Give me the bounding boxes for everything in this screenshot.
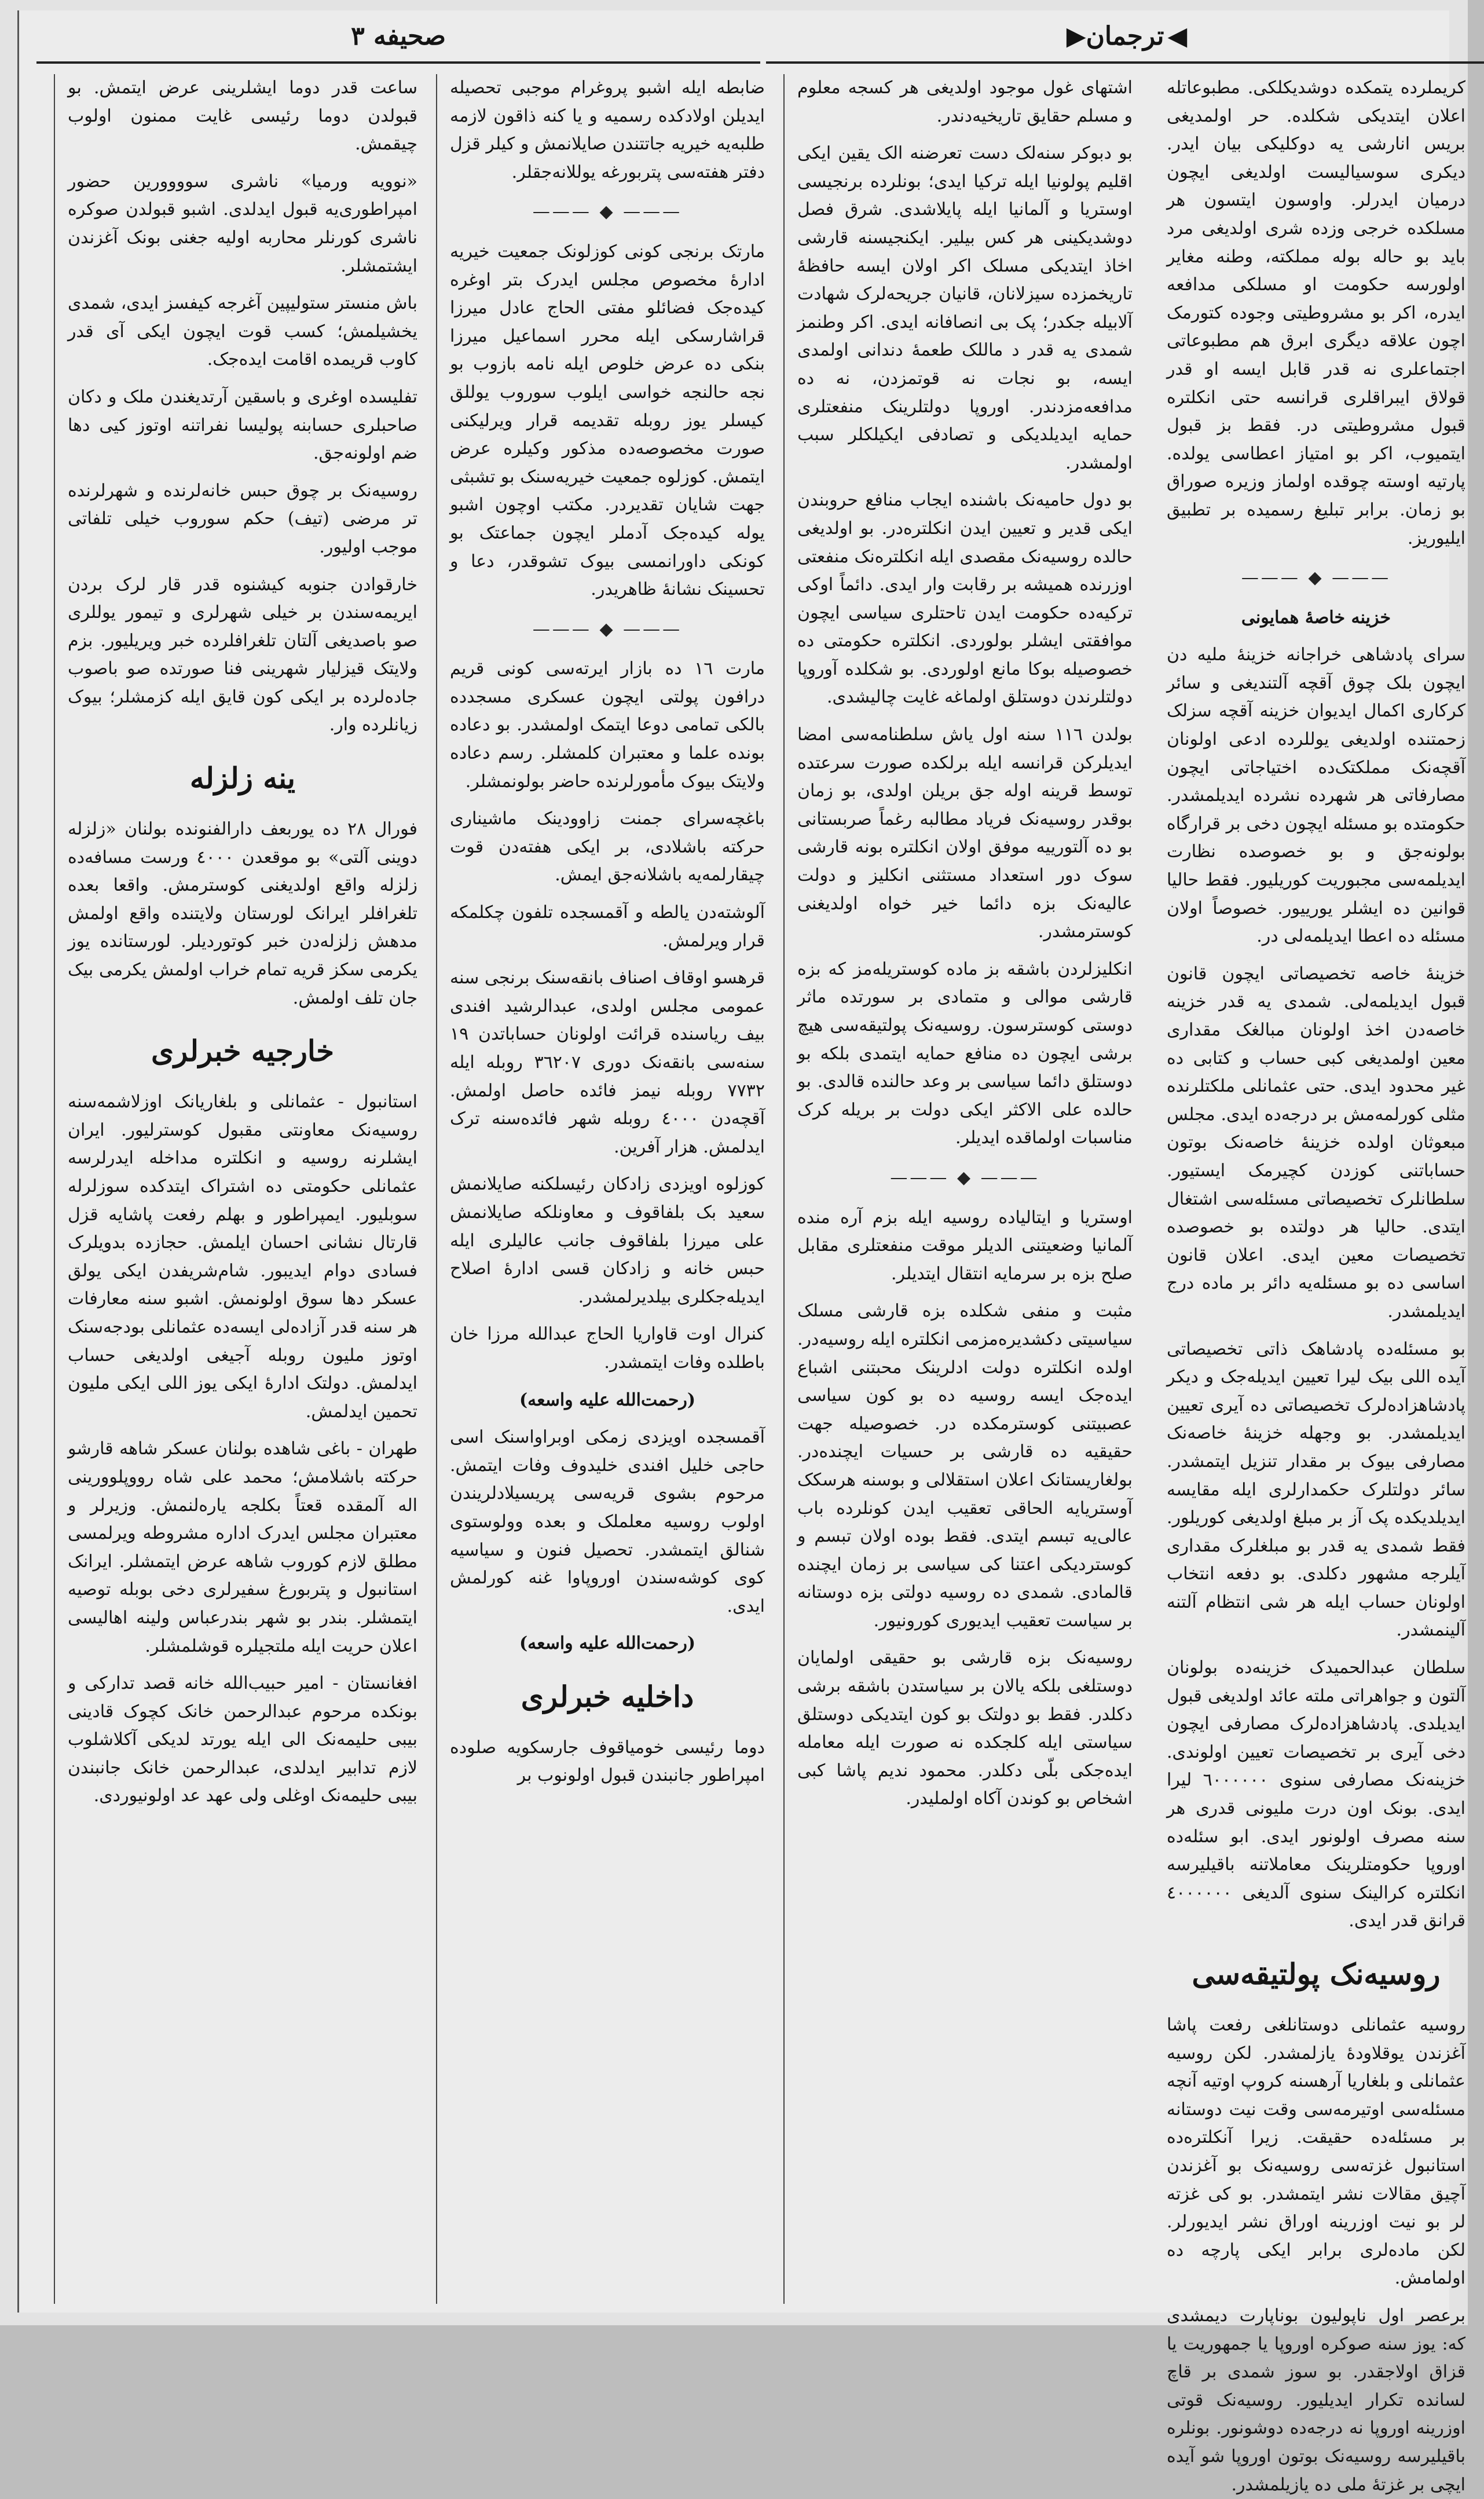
newspaper-title: ترجمان xyxy=(1086,21,1164,51)
section-title: روسیه‌نک پولتیقه‌سی xyxy=(1192,1957,1441,1991)
news-item: کنرال اوت قاواریا الحاج عبدالله مرزا خان باطلده وفات ایتمشدر. xyxy=(450,1324,765,1373)
article-paragraph: روسیه‌نک بزه قارشی بو حقیقی اولمایان دوستلغی بلکه یالان بر سیاستدن باشقه برشی دکلدر. فقط بو دولتک بو کون ایتدیکی دوستلق سیاستی ایله کلجکده نه صورت ایله معامله ایده‌جکی بلّی دکلدر. محمود ندیم پاشا کبی اشخاص بو کوندن آکاه اولملیدر. xyxy=(797,1648,1133,1809)
section-heading: خزینه خاصهٔ همایونی xyxy=(1241,607,1391,628)
ornament-icon: ◀ xyxy=(1167,21,1188,51)
section-divider: ——— ◆ ——— xyxy=(1241,568,1391,588)
news-item: مارت ١٦ ده بازار ایرته‌سی کونی قریم درافون پولتی ایچون عسکری مسجدده بالکی تمامی دوعا ایتمک اولمشدر. بو دعاده بونده علما و معتبران کلمشلر. رسم دعاده ولایتک بیوک مأمورلرنده حاضر بولونمشلر. xyxy=(450,658,765,792)
page-header-right xyxy=(766,10,1484,64)
news-item: خارقوادن جنوبه کیشنوه قدر قار لرک بردن ایریمه‌سندن بر خیلی شهرلری و تیمور یوللری صو باصدیغی آلتان تلغرافلرده خبر ویریلیور. بزم ولایتک قیزلیار شهرینی فنا صورتده صو باصوب جاده‌لرده بر ایکی کون قایق ایله کزمشلر؛ بیوک زیانلرده وار. xyxy=(68,574,417,736)
article-paragraph: روسیه عثمانلی دوستانلغی رفعت پاشا آغزندن یوقلاودهٔ یازلمشدر. لکن روسیه عثمانلی و بلغاریا آرهسنه کروپ اوتیه آنچه مسئله‌سی اوتیرمه‌سی وقت نیت دوستانه بر مسئله‌ده حقیقت. زیرا آنکلتره‌ده استانبول غزته‌سی روسیه‌نک بو آغزندن آچیق مقالات نشر ایتمشدر. بو کی غزته لر بو نیت اوزرینه اوراق نشر ایدیورلر. لکن ماده‌لری برابر ایکی پارچه ده اولمامش. xyxy=(1167,2015,1465,2289)
article-paragraph: بولدن ١١٦ سنه اول یاش سلطنامه‌سی امضا ایدیلرکن قرانسه ایله برلکده صورت سرعتده توسط قرینه اوله جق بریلن اولدی، بو زمان بوقدر روسیه‌نک فریاد مطالبه رغماً صربستانی بو ده آلتورییه موفق اولان انکلتره بونه قارشی سوک دور استعداد مستثنی انکلیز و دولت عالیه‌نک بزه دائما خیر خواه اولدیغنی کوسترمشدر. xyxy=(797,725,1133,942)
ornament-icon: ▶ xyxy=(1066,21,1086,51)
news-item: باش منستر ستولیپین آغرجه کیفسز ایدی، شمدی یخشیلمش؛ کسب قوت ایچون ایکی آی قدر کاوب قریمده اقامت ایده‌جک. xyxy=(68,293,417,370)
prayer-line: (رحمت‌الله علیه واسعه) xyxy=(519,1389,696,1410)
news-item: افغانستان - امیر حبیب‌الله خانه قصد تدارکی و بونکده مرحوم عبدالرحمن خانک کچوک قادینی بیبی حلیمه‌نک الی ایله یورتد لدیکی آکلاشلوب لازم تدابیر ایدلدی، عبدالرحمن خانک جانبندن بیبی حلیمه‌نک اوغلی ولی عهد عد اولونیوردی. xyxy=(68,1673,417,1806)
article-paragraph: بو دول حامیه‌نک باشنده ایجاب منافع حروبندن ایکی قدیر و تعیین ایدن انکلتره‌در. بو اولدیغی حالده روسیه‌نک مقصدی ایله انکلتره‌نک منفعتی اوزرنده همیشه بر رقابت وار ایدی. دائماً اوکی ترکیه‌ده حکومت ایدن تاحتلری سیاسی ایچون موافقتی ایشلر بولوردی. انکلتره حکومتی ده خصوصیله بوکا مانع اولوردی. بو شکلده آوروپا دولتلرندن دوستلق اولماغه غایت چالیشدی. xyxy=(797,490,1133,708)
column-2 xyxy=(783,74,1145,2304)
news-item: دوما رئیسی خومیاقوف جارسکویه صلوده امپراطور جانبندن قبول اولونوب بر xyxy=(450,1737,765,1786)
article-paragraph: خزینهٔ خاصه تخصیصاتی ایچون قانون قبول ایدیلمه‌لی. شمدی یه قدر خزینه خاصه‌دن اخذ اولونان مبالغک مقداری معین اولمدیغی کبی حساب و کتابی ده غیر محدود ایدی. حتی عثمانلی ملکتلرنده مثلی کورلمه‌مش بر درجه‌ده ایدی. مجلس مبعوثان اولده خزینهٔ خاصه‌نک بوتون حساباتنی کوزدن کچیرمک ایستیور. سلطانلرک تخصیصاتی مسئله‌سی اشتغال ایتدی. حالیا هر دولتده بو خصوصده تخصیصات معین ایدی. اعلان قانون اساسی ده بو مسئله‌یه دائر بر ماده درج ایدیلمشدر. xyxy=(1167,963,1465,1322)
prayer-line: (رحمت‌الله علیه واسعه) xyxy=(519,1633,696,1654)
article-paragraph: اشتهای غول موجود اولدیغی هر کسجه معلوم و مسلم حقایق تاریخیه‌دندر. xyxy=(797,78,1133,126)
news-item: قرهسو اوقاف اصناف بانقه‌سنک برنجی سنه عمومی مجلس اولدی، عبدالرشید افندی بیف رياسنده قرائت اولونان حساباتدن ١٩ سنه‌سی بانقه‌نک دوری ٣٦٢٠٧ روبله ایله ٧٧٣٢ روبله نیمز فائده حاصل اولمش. آقچه‌دن ٤٠٠٠ روبله شهر فائده‌سنه ترک ایدلمش. هزار آفرین. xyxy=(450,968,765,1157)
section-divider: ——— ◆ ——— xyxy=(532,202,683,222)
news-item: طهران - باغی شاهده بولنان عسکر شاهه قارشو حرکته باشلامش؛ محمد علی شاه رووپلوورینی اله آلمقده قعتاً بکلجه یاره‌لنمش. وزیرلر و معتبران مجلس ایدرک اداره مشروطه ویرلمسی مطلق لازم کوروب شاهه عرض ایتمشلر. ایرانک استانبول و پتربورغ سفیرلری دخی بوبله توصیه ایتمشلر. بندر بو شهر بندرعباس ولینه اهالیسی اعلان حریت ایله ملتجیلره قوشلمشلر. xyxy=(68,1439,417,1656)
article-paragraph: کریملرده یتمکده دوشدیکلکی. مطبوعاتله اعلان ایتدیکی شکلده. حر اولمدیغی بریس انارشی یه دوکلیکی بیان ایدر. دیکری سوسیالیست اولدیغی ایچون درمیان ایدرلر. واوسون ایتسون هر مسلکده خرجی وزده شری اولدیغی مرد باید بو حاله بوله مملکته، وطنه مغایر اولورسه حکومت او مسلکی مدافعه ایدره، اکر بو مشروطیتی وجوده کتورمک اچون علاقه دیگری ابرق هم مطبوعاتی اجتماعلری نه قدر قابل ایسه او قدر قولاق ایبراقلری قرانسه حتی انکلتره قبول مشروطیتی در. فقط بز قبول ایتمیوب، اکر بو امتیاز اعطاسی یولده. پارتیه اوسته چوقده اولماز وزیره صوراق بو زمان. برابر تبلیغ رسمیده بر تطبیق ایلیوریز. xyxy=(1167,78,1465,548)
article-paragraph: اوستریا و ایتالیاده روسیه ایله بزم آره منده آلمانیا وضعیتنی الدیلر موقت منفعتلری مقابل صلح بزه بر سرمایه انتقال ایتدیلر. xyxy=(797,1207,1133,1284)
news-item: باغچه‌سرای جمنت زاوودینک ماشیناری حرکته باشلادی، بر ایکی هفته‌دن قوت چیقارلمه‌یه باشلانه‌جق ایمش. xyxy=(450,808,765,886)
article-paragraph: سرای پادشاهی خراجانه خزینهٔ ملیه دن ایچون بلک چوق آقچه آلتندیغی و سائر کرکاری اکمال ایدیوان خزینه آقچه سزلک زحمتنده اولدیغی یوللرده ادعی اولونان آقچه‌نک مملکتک‌ده اختیاجاتی ایچون مصارفاتی هر شهرده نشرده ایدیلمشدر. حکومتده بو مسئله ایچون دخی بر قرارگاه بولونه‌جق و بو خصوصده نظارت ایدیلمه‌سی مجبوریت کوریلیور. فقط حالیا قوانین ده ایشلر یورییور. خصوصاً اولان مسئله ده اعطا ایدیلمه‌لی در. xyxy=(1167,645,1465,947)
section-title: ینه زلزله xyxy=(189,761,296,796)
article-paragraph: برعصر اول ناپولیون بوناپارت دیمشدی که: یوز سنه صوکره اوروپا یا جمهوریت یا قزاق اولاجقدر. بو سوز شمدی بر قاچ لسانده تکرار ایدیلیور. روسیه‌نک قوتی اوزرینه اوروپا نه درجه‌ده دوشونور. بونلره باقیلیرسه روسیه‌نک بوتون اوروپا شو آیده ایچی بر غزتهٔ ملی ده یازیلمشدر. xyxy=(1167,2305,1465,2495)
newspaper-sheet xyxy=(17,10,1465,2495)
news-item: کوزلوه اویزدی زادکان رئیسلکنه صایلانمش سعید بک بلفاقوف و معاونلکه صایلانمش علی میرزا بلفاقوف جانب عالیلری ایله حبس خانه و زادکان قسی ادارهٔ اصلاح ایدیله‌جکلری بیلدیرلمشدر. xyxy=(450,1174,765,1307)
page-header-left xyxy=(36,10,760,64)
article-paragraph: بو دبوکر سنه‌لک دست تعرضنه الک یقین ایکی اقلیم پولونیا ایله ترکیا ایدی؛ بونلرده برنجیسی اوستریا و آلمانیا ایله پایلاشدی. شرق فصل دوشدیکینی هر کس بیلیر. ایکنجیسنه قارشی اخاذ ایتدیکی مسلک اکر اولان ایسه حافظهٔ تاریخمزده سیزلانان، قانیان جریحه‌لرک شهادت آلابیله جکدر؛ پک بی انصافانه ایدی. اکر وطنمز شمدی یه قدر د ماللک طعمهٔ دندانی اولمدی ایسه، بو نجات نه قوتمزدن، نه ده مدافعه‌مزدندر. اوروپا دولتلرینک منفعتلری حمایه ایدیلدیکی و تصادفی ایکیلکلر سبب اولمشدر. xyxy=(797,143,1133,473)
section-divider: ——— ◆ ——— xyxy=(890,1167,1040,1188)
news-item: تفلیسده اوغری و باسقین آرتدیغندن ملک و دکان صاحبلری حسابنه پولیسا نفراتنه اوتوز کیی دها ضم اولونه‌جق. xyxy=(68,386,417,464)
section-title: داخلیه خبرلری xyxy=(521,1679,694,1714)
article-paragraph: بو مسئله‌ده پادشاهک ذاتی تخصیصاتی آیده اللی بیک لیرا تعیین ایدیله‌جک و دیکر پادشاهزاده‌لرک تخصیصاتی ده آیری تعیین ایدیلمشدر. بو وجهله خزینهٔ خاصه‌نک مصارفی بیوک بر مقدار تنزیل ایتمشدر. سائر دولتلرک حکمدارلری ایله مقایسه ایدیلدیکده پک آز بر مبلغ اولدیغی کوریلور. فقط شمدی یه قدر بو مبلغلرک مقداری آیلرجه مشهور دکلدی. بو دفعه انتخاب اولونان حساب ایله هر شی انتظام آلتنه آلینمشدر. xyxy=(1167,1338,1465,1641)
article-paragraph: سلطان عبدالحمیدک خزینه‌ده بولونان آلتون و جواهراتی ملته عائد اولدیغی قبول ایدیلدی. پادشاهزاده‌لرک مصارفی ایچون دخی آیری بر تخصیصات تعیین اولوندی. خزینه‌نک مصارفی سنوی ٦٠٠٠٠٠٠ لیرا ایدی. بونک اون درت ملیونی قدری هر سنه مصرف اولونور ایدی. ابو سئله‌ده اوروپا حکومتلرینک معاملاتنه باقیلیرسه انکلتره کرالینک سنوی آلدیغی ٤٠٠٠٠٠٠ قرانق قدر ایدی. xyxy=(1167,1658,1465,1931)
news-item: روسیه‌نک بر چوق حبس خانه‌لرنده و شهرلرنده تر مرضی (تیف) حکم سوروب خیلی تلفاتی موجب اولیور. xyxy=(68,480,417,557)
column-3 xyxy=(436,74,778,2304)
section-title: خارجیه خبرلری xyxy=(151,1034,335,1069)
article-paragraph: ضابطه ایله اشبو پروغرام موجبی تحصیله ایدیلن اولادکده رسمیه و یا کنه ذاقون لازمه طلبه‌یه خیریه جاتتندن صایلانمش و کیلر قزل دفتر هفته‌سی پتربورغه یوللانه‌جقلر. xyxy=(450,78,765,182)
section-divider: ——— ◆ ——— xyxy=(532,619,683,639)
news-item: استانبول - عثمانلی و بلغاریانک اوزلاشمه‌سنه روسیه‌نک معاونتی مقبول کوسترلیور. ایران ایشلرنه روسیه و انکلتره مداخله ایدرلرسه عثمانلی حکومتی ده اشتراک ایتدکده سوزلرله سوبلیور. ایمپراطور و بهلم رفعت پاشایه قزل قارتال نشانی احسان ایلمش. حجازده بدویلرک فسادی دوام ایدیبور. شام‌شریفدن ایکی یولق عسکر دها سوق اولونمش. اشبو سنه معارفات هر سنه قدر آزاده‌لی ایسه‌ده عثمانلی بودجه‌سنک اوتوز ملیون روبله آجیغی اولدیغی حساب ایدلمش. دولتک ادارهٔ ایکی یوز اللی ایکی ملیون تحمین ایدلمش. xyxy=(68,1092,417,1422)
news-item: آقمسجده اویزدی زمکی اوبراواسنک اسی حاجی خلیل افندی خلیدوف وفات ایتمش. مرحوم بشوی قریه‌سی پریسیلادلریندن اولوب روسیه معلملک و بعده وولوستوی شنالق ایتمشدر. تحصیل فنون و سیاسیه کوی کوشه‌سندن اوروپاوا غنه کورلمش ایدی. xyxy=(450,1427,765,1616)
news-item: ساعت قدر دوما ایشلرینی عرض ایتمش. بو قبولدن دوما رئیسی غایت ممنون اولوب چیقمش. xyxy=(68,78,417,155)
article-paragraph: انکلیزلردن باشقه بز ماده کوستریله‌مز که بزه قارشی موالی و متمادی بر سورتده ماثر دوستی کوسترسون. روسیه‌نک پولتیقه‌سی هیچ برشی ایچون ده منافع حمایه ایتمدی بلکه بو دوستلق دائما سیاسی بر وعد حالنده قالدی. بو حالده علی الاکثر ایکی دولت بر بریله کرک مناسبات اولماقده ایدیلر. xyxy=(797,958,1133,1148)
article-paragraph: مارتک برنجی کونی کوزلونک جمعیت خیریه ادارهٔ مخصوص مجلس ایدرک بتر اوغره کیده‌جک فضائلو مفتی الحاج عادل میرزا قراشارسکی ایله محرر اسماعیل میرزا بنکی ده عرض خلوص ایله نامه بازوب بو نجه حالنجه خواسی ایلوب سوروب یوللق کیسلر یوز روبله تقدیمه قرار ویرلیکنی صورت مخصوصه‌ده مذکور وکیلره عرض ایتمش. کوزلوه جمعیت خیریه‌سنک بو تشبثی جهت شایان تقدیردر. مکتب اوچون اشبو یوله کیده‌جک آدملر ایچون جماعتک بو کونکی داورانمسی بیوک تشوقدر، دعا و تحسینک نشانهٔ ظاهریدر. xyxy=(450,241,765,600)
article-paragraph: مثبت و منفی شکلده بزه قارشی مسلک سیاسیتی دکشدیره‌مزمی انکلتره ایله روسیه‌در. اولده انکلتره دولت ادلرینک محبتنی اشباع ایده‌جک ایسه روسیه ده بو کون سیاسی عصبیتنی کوسترمکده در. خصوصیله جهت حقیقیه ده قارشی بر حسیات ایچنده‌در. بولغاریستانک اعلان استقلالی و بوسنه هرسکک آوستریایه الحاقی تعقیب ایدن کونلرده باب عالی‌یه تبسم ایتدی. فقط بوده اولان تبسم و کوستردیکی اعتنا کی سیاسی بر زمان ایچنده قالمادی. شمدی ده روسیه دولتی بزه دوستانه بر سیاست تعقیب ایدیوری کورونیور. xyxy=(797,1301,1133,1631)
column-1 xyxy=(1154,74,1478,2495)
page-number-label: صحیفه ٣ xyxy=(351,21,446,51)
column-4 xyxy=(54,74,430,2304)
news-item: فورال ٢٨ ده یوربعف دارالفنونده بولنان «زلزله دوینی آلتی» بو موقعدن ٤٠٠٠ ورست مسافه‌ده زلزله واقع اولدیغنی کوسترمش. واقعا بعده تلغرافلر ایرانک لورستان ولایتنده واقع اولمش مدهش زلزله‌دن خبر کوتوردیلر. لورستانده یوز یکرمی سکز قریه تمام خراب اولمش یکرمی بیک جان تلف اولمش. xyxy=(68,819,417,1008)
news-item: آلوشته‌دن یالطه و آقمسجده تلفون چکلمکه قرار ویرلمش. xyxy=(450,902,765,951)
news-item: «نوویه ورمیا» ناشری سوووورین حضور امپراطوری‌یه قبول ایدلدی. اشبو قبولدن صوکره ناشری کورنلر محاربه اولیه جغنی بونک آغزندن ایشتمشلر. xyxy=(68,171,417,276)
